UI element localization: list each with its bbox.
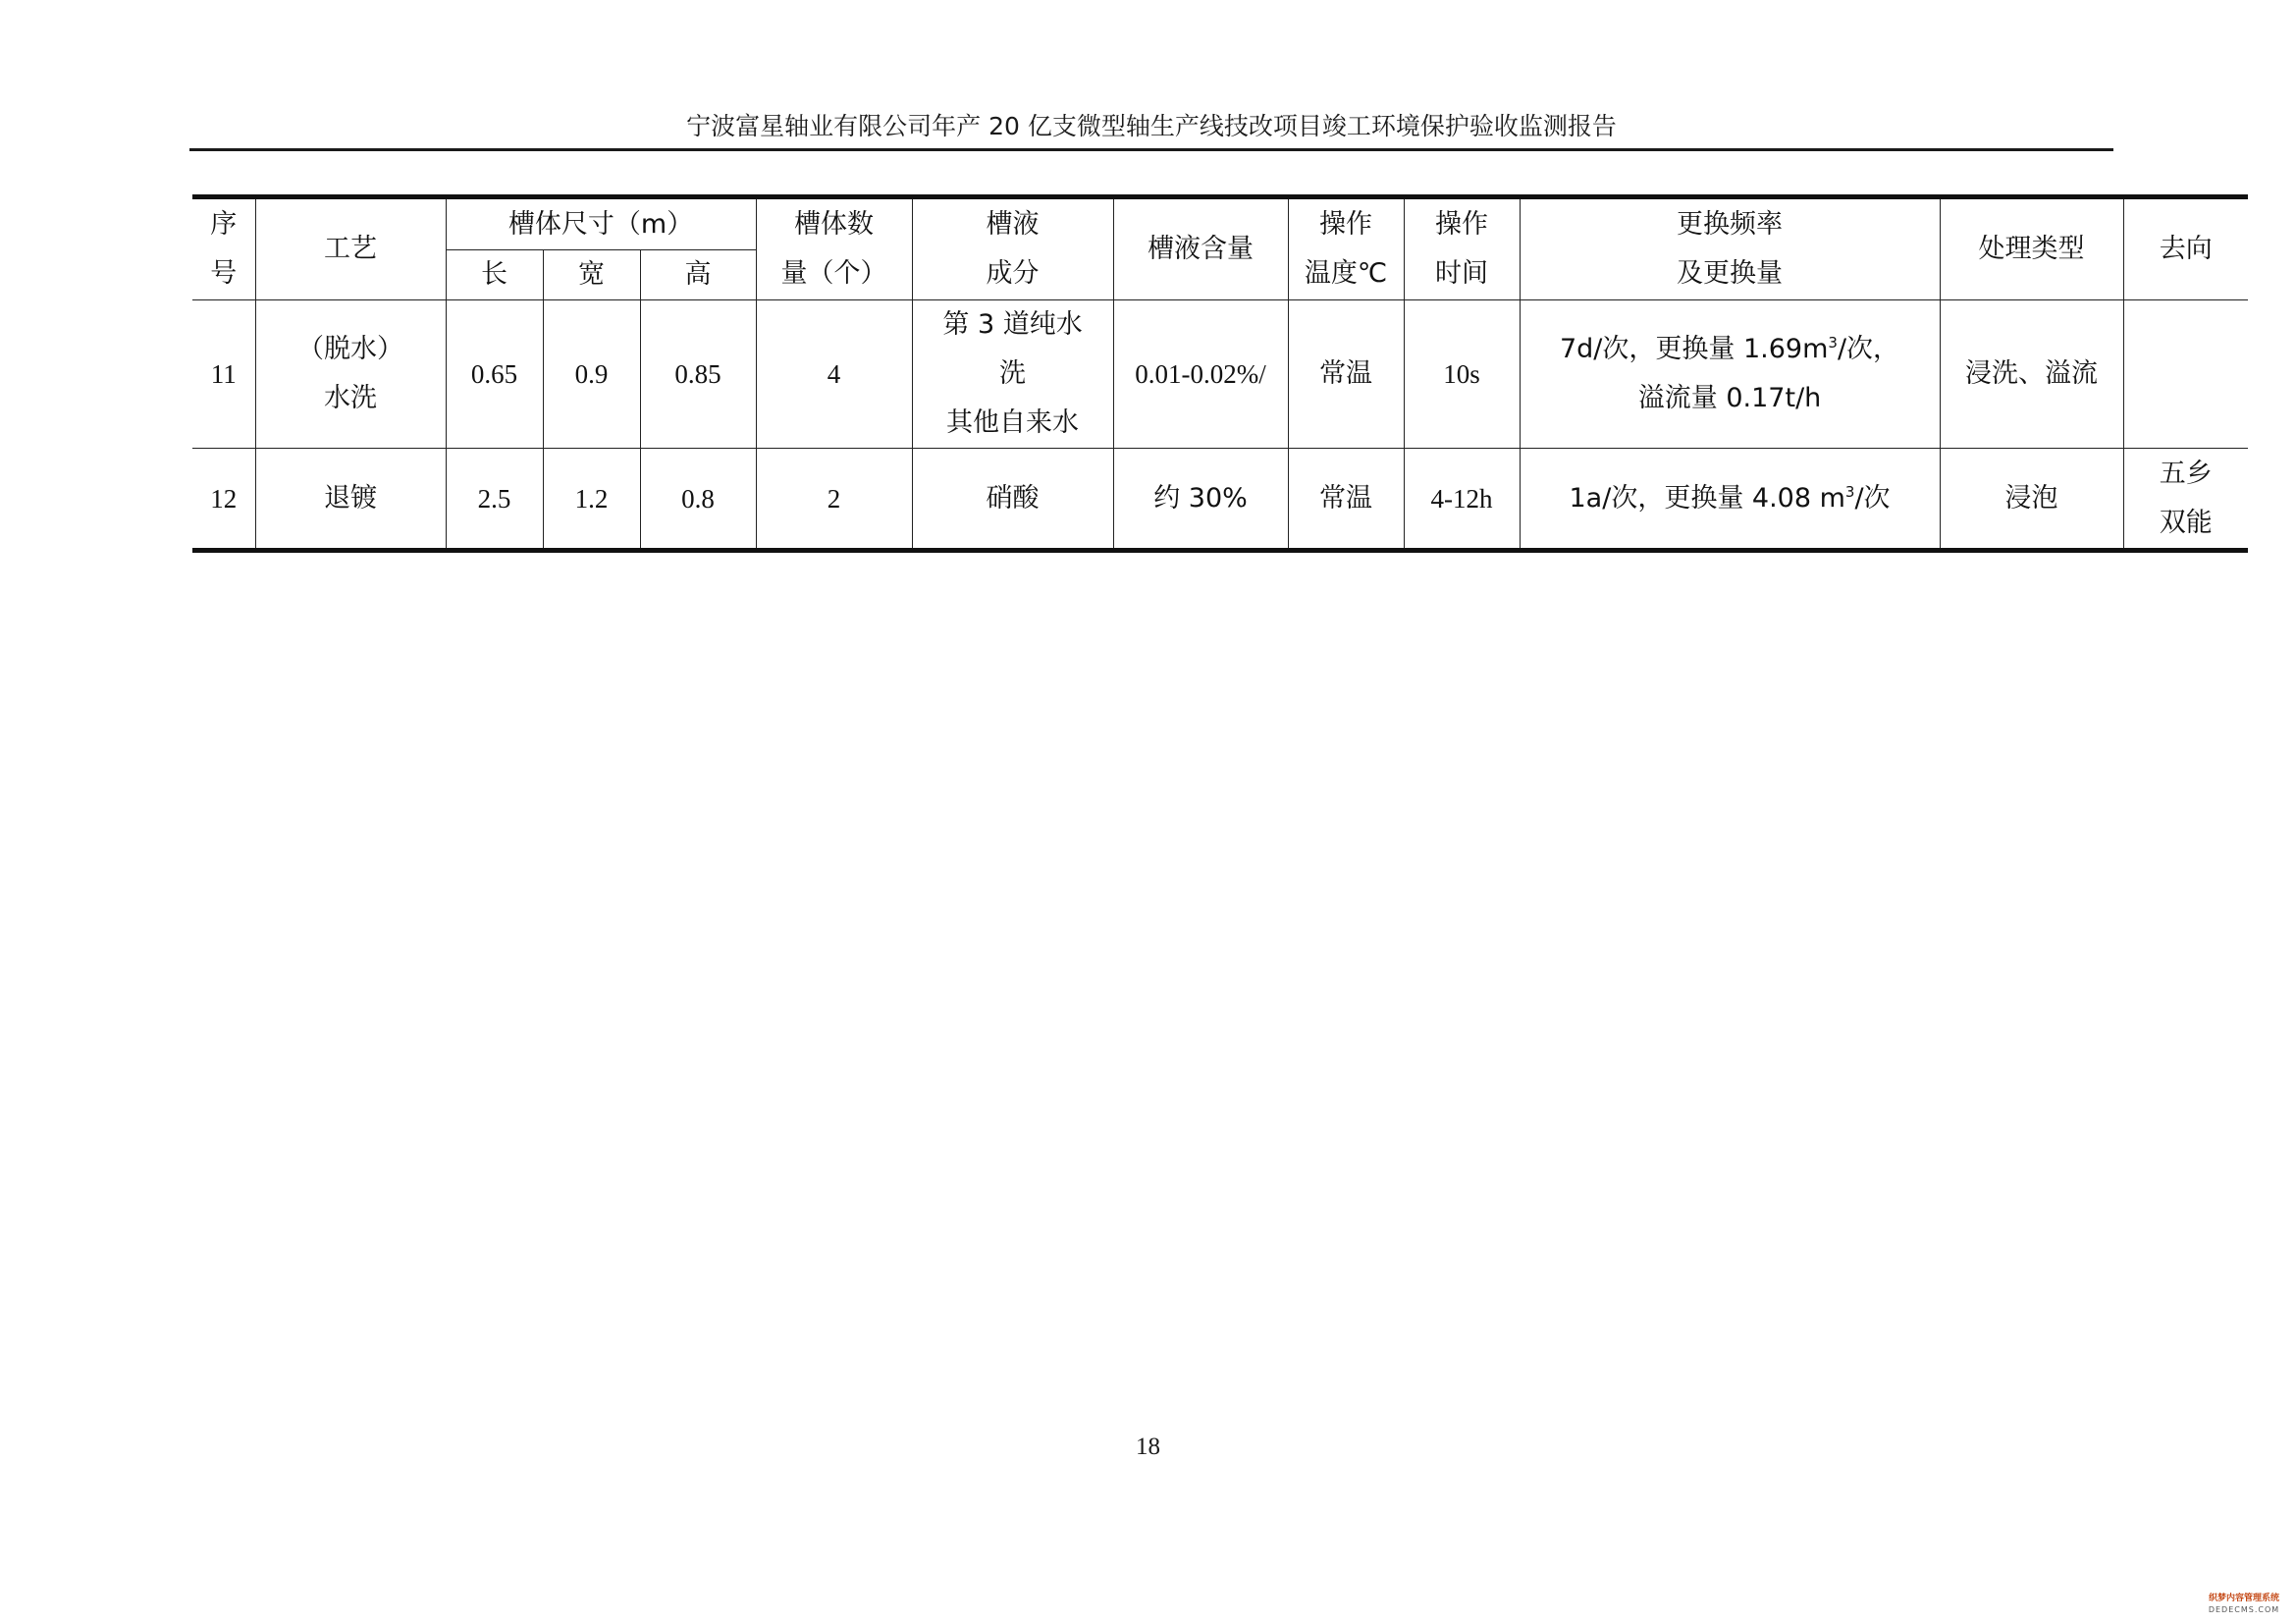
cell-content: 约 30%: [1113, 449, 1288, 551]
cell-count: 4: [756, 300, 912, 449]
cell-seq: 11: [192, 300, 255, 449]
plating-tank-table: [192, 194, 2248, 553]
cell-destination: [2123, 300, 2248, 449]
cell-process: （脱水） 水洗: [255, 300, 446, 449]
cell-length: 2.5: [446, 449, 543, 551]
cell-process: 退镀: [255, 449, 446, 551]
cell-destination: 五乡 双能: [2123, 449, 2248, 551]
header-process: 工艺: [255, 197, 446, 300]
site-watermark: 织梦内容管理系统 DEDECMS.COM: [2208, 1594, 2280, 1614]
header-rule: [189, 148, 2113, 151]
cell-replacement: 1a/次，更换量 4.08 $m^3/$次: [1520, 449, 1940, 551]
cell-time: 4-12h: [1404, 449, 1520, 551]
cell-replacement: 7d/次，更换量 $1.69m^3/$次， 溢流量 0.17t/h: [1520, 300, 1940, 449]
cell-composition: 第 3 道纯水 洗 其他自来水: [912, 300, 1113, 449]
cell-time: 10s: [1404, 300, 1520, 449]
header-operating-time: 操作 时间: [1404, 197, 1520, 300]
cell-temperature: 常温: [1288, 449, 1404, 551]
cell-seq: 12: [192, 449, 255, 551]
header-height: 高: [640, 250, 756, 300]
table-row: [192, 449, 2248, 551]
cell-treatment: 浸泡: [1940, 449, 2123, 551]
cell-height: 0.85: [640, 300, 756, 449]
cell-treatment: 浸洗、溢流: [1940, 300, 2123, 449]
header-treatment-type: 处理类型: [1940, 197, 2123, 300]
cell-count: 2: [756, 449, 912, 551]
cell-width: 0.9: [543, 300, 640, 449]
cell-temperature: 常温: [1288, 300, 1404, 449]
table-row: [192, 300, 2248, 449]
header-width: 宽: [543, 250, 640, 300]
cell-length: 0.65: [446, 300, 543, 449]
cell-composition: 硝酸: [912, 449, 1113, 551]
table-header-row-1: [192, 197, 2248, 250]
cell-content: 0.01-0.02%/: [1113, 300, 1288, 449]
cell-height: 0.8: [640, 449, 756, 551]
header-length: 长: [446, 250, 543, 300]
page-number: 18: [1136, 1434, 1160, 1460]
cell-width: 1.2: [543, 449, 640, 551]
report-header-title: 宁波富星轴业有限公司年产 20 亿支微型轴生产线技改项目竣工环境保护验收监测报告: [686, 112, 1617, 140]
header-tank-count: 槽体数 量（个）: [756, 197, 912, 300]
header-replacement: 更换频率 及更换量: [1520, 197, 1940, 300]
header-seq: 序 号: [192, 197, 255, 300]
header-destination: 去向: [2123, 197, 2248, 300]
header-operating-temperature: 操作 温度℃: [1288, 197, 1404, 300]
header-tank-size: 槽体尺寸（m）: [446, 197, 756, 250]
header-liquid-content: 槽液含量: [1113, 197, 1288, 300]
header-liquid-composition: 槽液 成分: [912, 197, 1113, 300]
